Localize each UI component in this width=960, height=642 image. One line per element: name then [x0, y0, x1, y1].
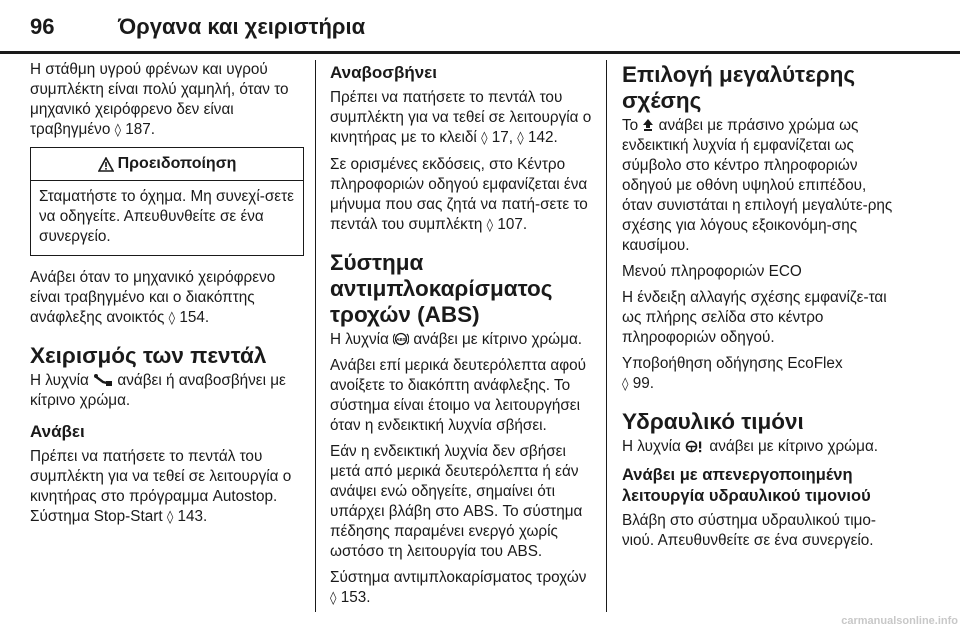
abs-paragraph-4: [330, 568, 592, 609]
steering-wheel-warning-icon: [685, 440, 705, 453]
page-header: [0, 0, 960, 51]
column-divider: [606, 60, 607, 612]
page-ref-icon: ◊: [166, 510, 174, 525]
intro-paragraph: [30, 60, 304, 141]
eco-menu-paragraph: Μενού πληροφοριών ECO: [622, 263, 802, 280]
page-ref-icon: ◊: [330, 591, 337, 606]
blinks-paragraph: [330, 88, 592, 149]
pedal-paragraph: [30, 371, 304, 411]
abs-paragraph-1: [330, 330, 592, 350]
warning-triangle-icon: [98, 157, 114, 172]
paragraph-handbrake: [30, 268, 304, 329]
page-title: Όργανα και χειριστήρια: [118, 14, 366, 39]
page-ref-icon: ◊: [168, 311, 176, 326]
upshift-arrow-icon: [642, 118, 654, 132]
dic-text: Σε ορισμένες εκδόσεις, στο Κέντρο πληροφοριών οδηγού εμφανίζεται ένα μήνυμα που σας ζητά να πατή-σετε το πεντάλ του συμπλέκτη: [330, 156, 588, 233]
section-title-pedal: Χειρισμός των πεντάλ: [30, 343, 267, 368]
page-ref-icon: ◊: [517, 131, 524, 146]
blinks-ref-1: 17,: [491, 129, 514, 146]
section-title-upshift: Επιλογή μεγαλύτερης σχέσης: [622, 62, 856, 113]
abs-text-before: Η λυχνία: [330, 331, 389, 348]
svg-text:ABS: ABS: [396, 337, 406, 342]
warning-title: Προειδοποίηση: [117, 155, 237, 172]
abs-paragraph-2: Ανάβει επί μερικά δευτερόλεπτα αφού ανοίξετε το διακόπτη ανάφλεξης. Το σύστημα είναι έτοιμο να λειτουργήσει όταν η ενδεικτική λυχνία σβήσει.: [330, 357, 587, 434]
page-ref-icon: ◊: [622, 377, 629, 392]
dic-ref: 107.: [497, 216, 528, 233]
clutch-pedal-icon: [93, 373, 113, 387]
page-number: 96: [30, 14, 55, 39]
steering-paragraph: [622, 437, 898, 457]
ecoflex-paragraph: [622, 354, 898, 395]
abs-ref-text: Σύστημα αντιμπλοκαρίσματος τροχών: [330, 569, 587, 586]
upshift-text-after: ανάβει με πράσινο χρώμα ως ενδεικτική λυχνία ή εμφανίζεται ως σύμβολο στο κέντρο πληροφοριών οδηγού με οθόνη υψηλού επιπέδου, όταν συνιστάται η επιλογή μεγαλύτε-ρης σχέσης για λόγους εξοικονόμη-σης καυσίμου.: [622, 117, 893, 254]
header-rule: [0, 51, 960, 54]
warning-header: [31, 148, 303, 181]
anavei-paragraph: [30, 447, 304, 528]
abs-text-after: ανάβει με κίτρινο χρώμα.: [413, 331, 583, 348]
page-ref-icon: ◊: [486, 218, 494, 233]
steering-fault-paragraph: Βλάβη στο σύστημα υδραυλικού τιμο-νιού. Απευθυνθείτε σε ένα συνεργείο.: [622, 512, 877, 549]
handbrake-ref: 154.: [179, 309, 210, 326]
column-3: [622, 60, 898, 557]
subheading-power-steering-off: Ανάβει με απενεργοποιημένη λειτουργία υδραυλικού τιμονιού: [622, 466, 871, 505]
column-divider: [315, 60, 316, 612]
anavei-text: Πρέπει να πατήσετε το πεντάλ του συμπλέκτη για να τεθεί σε λειτουργία ο κινητήρας στο πρόγραμμα Autostop. Σύστημα Stop-Start: [30, 448, 292, 525]
blinks-text: Πρέπει να πατήσετε το πεντάλ του συμπλέκτη για να τεθεί σε λειτουργία ο κινητήρας με το κλειδί: [330, 89, 592, 146]
pedal-text-after: ανάβει ή αναβοσβήνει με κίτρινο χρώμα.: [30, 372, 286, 409]
watermark: [0, 615, 960, 627]
gear-indicator-paragraph: Η ένδειξη αλλαγής σχέσης εμφανίζε-ται ως πλήρης σελίδα στο κέντρο πληροφοριών οδηγού.: [622, 289, 887, 346]
intro-ref: 187.: [125, 121, 156, 138]
abs-paragraph-3: Εάν η ενδεικτική λυχνία δεν σβήσει μετά από μερικά δευτερόλεπτα ή εάν ανάψει ενώ οδηγείτε, σημαίνει ότι υπάρχει βλάβη στο ABS. Το σύστημα πέδησης παραμένει ενεργό χωρίς ωστόσο τη λειτουργία του ABS.: [330, 443, 583, 560]
ecoflex-ref: 99.: [632, 375, 654, 392]
warning-box: [30, 147, 304, 256]
upshift-paragraph: [622, 116, 898, 256]
anavei-ref: 143.: [177, 508, 208, 525]
blinks-ref-2: 142.: [527, 129, 558, 146]
page-ref-icon: ◊: [114, 123, 122, 138]
abs-icon: [393, 332, 409, 346]
subheading-anavei: Ανάβει: [30, 422, 85, 441]
abs-ref: 153.: [340, 589, 371, 606]
column-1: [30, 60, 304, 534]
warning-text: Σταματήστε το όχημα. Μη συνεχί-σετε να οδηγείτε. Απευθυνθείτε σε ένα συνεργείο.: [39, 188, 294, 245]
section-title-power-steering: Υδραυλικό τιμόνι: [622, 409, 804, 434]
page-ref-icon: ◊: [481, 131, 488, 146]
subheading-blinks: Αναβοσβήνει: [330, 63, 437, 82]
ecoflex-text: Υποβοήθηση οδήγησης EcoFlex: [622, 355, 843, 372]
steering-text-after: ανάβει με κίτρινο χρώμα.: [709, 438, 879, 455]
steering-text-before: Η λυχνία: [622, 438, 681, 455]
handbrake-text: Ανάβει όταν το μηχανικό χειρόφρενο είναι τραβηγμένο και ο διακόπτης ανάφλεξης ανοικτός: [30, 269, 276, 326]
dic-paragraph: [330, 155, 592, 236]
upshift-text-before: Το: [622, 117, 639, 134]
intro-text: Η στάθμη υγρού φρένων και υγρού συμπλέκτη είναι πολύ χαμηλή, όταν το μηχανικό χειρόφρενο δεν είναι τραβηγμένο: [30, 61, 289, 138]
section-title-abs: Σύστημα αντιμπλοκαρίσματος τροχών (ABS): [330, 250, 553, 327]
watermark-text: carmanualsonline.info: [841, 615, 958, 627]
column-2: [330, 60, 592, 615]
pedal-text-before: Η λυχνία: [30, 372, 89, 389]
